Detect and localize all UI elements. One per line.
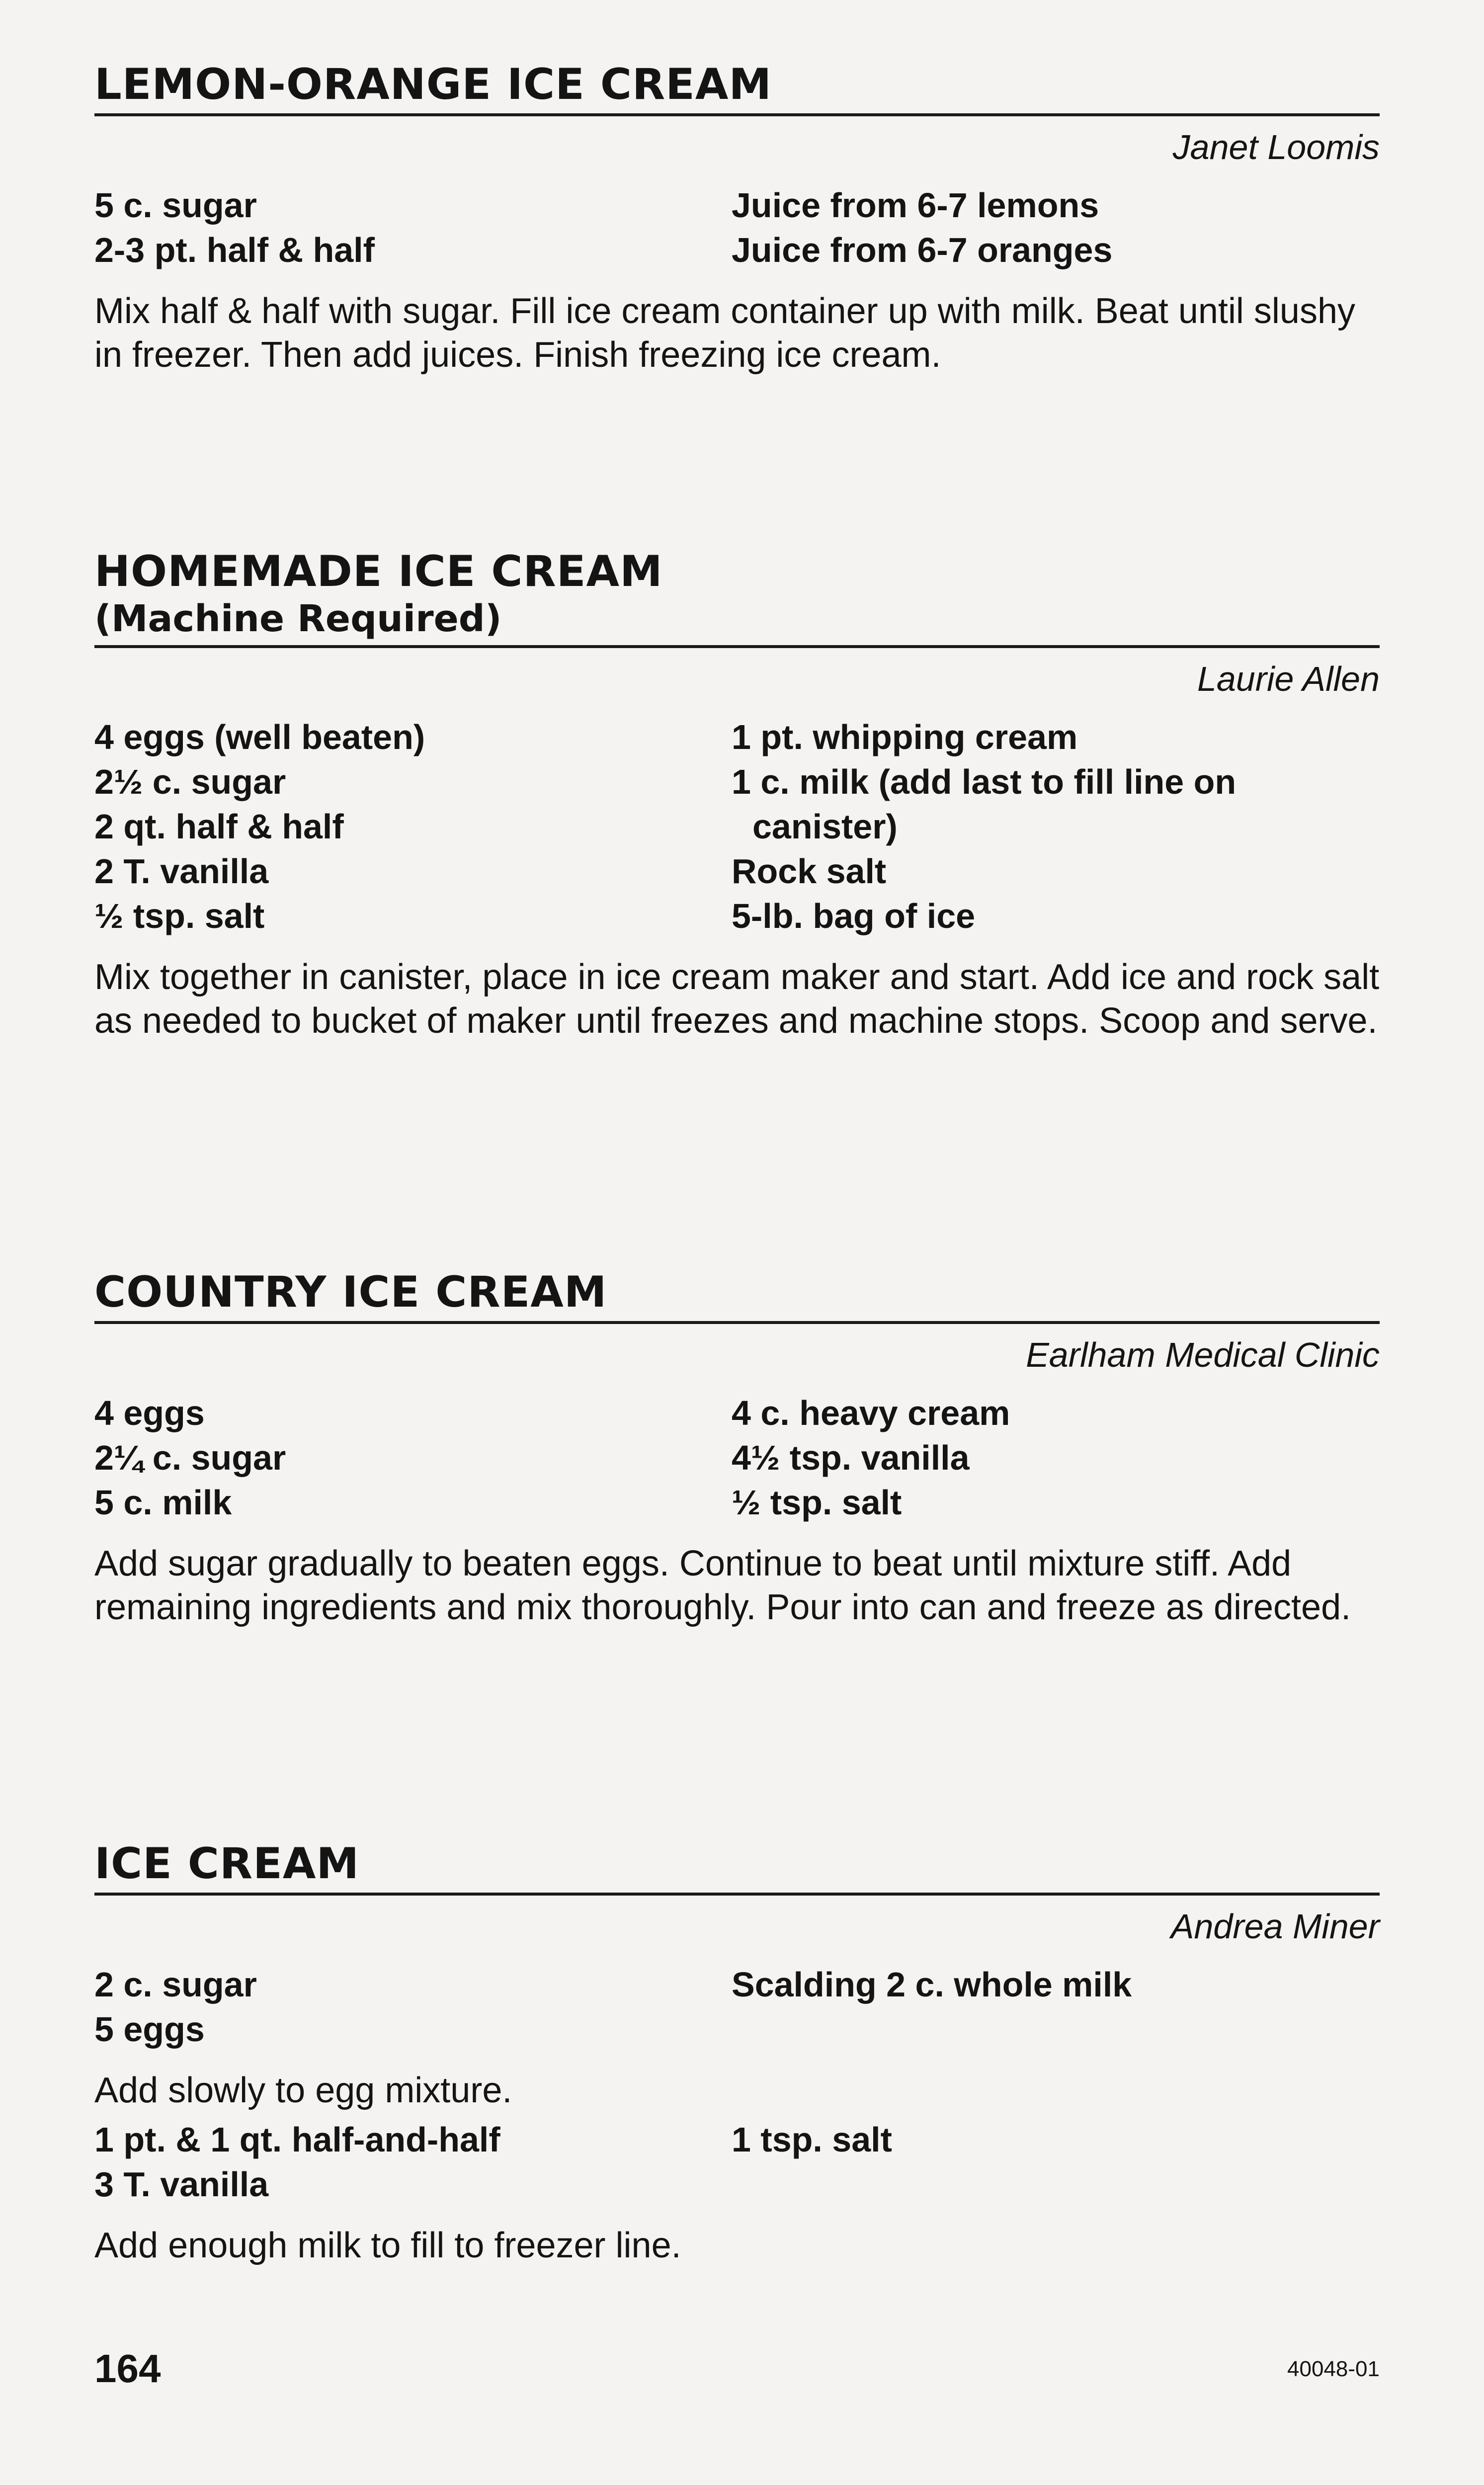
ingredient-column-right <box>732 2117 1380 2207</box>
ingredient-column-right <box>732 1962 1380 2052</box>
recipe-author: Andrea Miner <box>1170 1907 1380 1946</box>
recipe-title: LEMON-ORANGE ICE CREAM <box>94 60 772 109</box>
recipe-author: Janet Loomis <box>1172 128 1380 166</box>
ingredient: 2½ c. sugar <box>94 762 286 801</box>
recipe-directions: Add slowly to egg mixture. <box>94 2071 512 2110</box>
recipe-country <box>94 1267 1380 1629</box>
print-code: 40048-01 <box>1287 2357 1380 2381</box>
ingredient-column-left <box>94 715 732 938</box>
ingredient: 3 T. vanilla <box>94 2165 269 2204</box>
recipe-title: HOMEMADE ICE CREAM <box>94 547 663 596</box>
ingredient-column-left <box>94 1391 732 1525</box>
ingredient-column-right <box>732 183 1380 272</box>
recipe-directions: Add sugar gradually to beaten eggs. Continue to beat until mixture stiff. Add remaining ingredients and mix thoroughly. Pour into can and freeze as directed. <box>94 1544 1351 1627</box>
ingredient: 4 c. heavy cream <box>732 1394 1010 1432</box>
ingredient: 2¼ c. sugar <box>94 1438 286 1477</box>
ingredient-list <box>94 1391 1380 1525</box>
title-rule <box>94 645 1380 648</box>
recipe-ice-cream <box>94 1839 1380 2267</box>
recipe-title: ICE CREAM <box>94 1839 360 1889</box>
ingredient-list <box>94 183 1380 272</box>
ingredient-column-left <box>94 2117 732 2207</box>
ingredient: ½ tsp. salt <box>94 897 265 935</box>
ingredient: 4½ tsp. vanilla <box>732 1438 970 1477</box>
ingredient: ½ tsp. salt <box>732 1483 902 1522</box>
ingredient-list-secondary <box>94 2117 1380 2207</box>
recipe-title: COUNTRY ICE CREAM <box>94 1267 607 1317</box>
ingredient: 2-3 pt. half & half <box>94 231 375 269</box>
ingredient: 5 eggs <box>94 2010 205 2049</box>
ingredient: 5-lb. bag of ice <box>732 897 976 935</box>
ingredient: canister) <box>752 807 898 846</box>
ingredient: 1 pt. & 1 qt. half-and-half <box>94 2120 500 2159</box>
page-number: 164 <box>94 2346 161 2391</box>
ingredient: 2 c. sugar <box>94 1965 257 2004</box>
ingredient: 4 eggs (well beaten) <box>94 718 425 756</box>
ingredient-list <box>94 1962 1380 2052</box>
recipe-subtitle: (Machine Required) <box>94 597 502 640</box>
ingredient: 2 T. vanilla <box>94 852 269 891</box>
title-rule <box>94 1893 1380 1896</box>
ingredient: Scalding 2 c. whole milk <box>732 1965 1132 2004</box>
ingredient: 5 c. sugar <box>94 186 257 225</box>
ingredient: Rock salt <box>732 852 887 891</box>
recipe-directions: Mix together in canister, place in ice cream maker and start. Add ice and rock salt as needed to bucket of maker until freezes and machine stops. Scoop and serve. <box>94 957 1380 1041</box>
recipe-author: Earlham Medical Clinic <box>1026 1335 1380 1374</box>
ingredient: 4 eggs <box>94 1394 205 1432</box>
ingredient: Juice from 6-7 lemons <box>732 186 1099 225</box>
ingredient: 5 c. milk <box>94 1483 232 1522</box>
ingredient-column-left <box>94 1962 732 2052</box>
ingredient-column-right <box>732 1391 1380 1525</box>
ingredient-column-right <box>732 715 1380 938</box>
recipe-directions-secondary: Add enough milk to fill to freezer line. <box>94 2226 681 2265</box>
ingredient-list <box>94 715 1380 938</box>
ingredient: 1 pt. whipping cream <box>732 718 1078 756</box>
recipe-lemon-orange <box>94 60 1380 377</box>
recipe-homemade <box>94 547 1380 1043</box>
title-rule <box>94 1321 1380 1324</box>
ingredient: 1 tsp. salt <box>732 2120 892 2159</box>
recipe-author: Laurie Allen <box>1197 660 1380 698</box>
ingredient: Juice from 6-7 oranges <box>732 231 1113 269</box>
ingredient: 1 c. milk (add last to fill line on <box>732 762 1237 801</box>
ingredient: 2 qt. half & half <box>94 807 344 846</box>
title-rule <box>94 113 1380 116</box>
recipe-directions: Mix half & half with sugar. Fill ice cream container up with milk. Beat until slushy in freezer. Then add juices. Finish freezing ice cream. <box>94 291 1356 375</box>
ingredient-column-left <box>94 183 732 272</box>
